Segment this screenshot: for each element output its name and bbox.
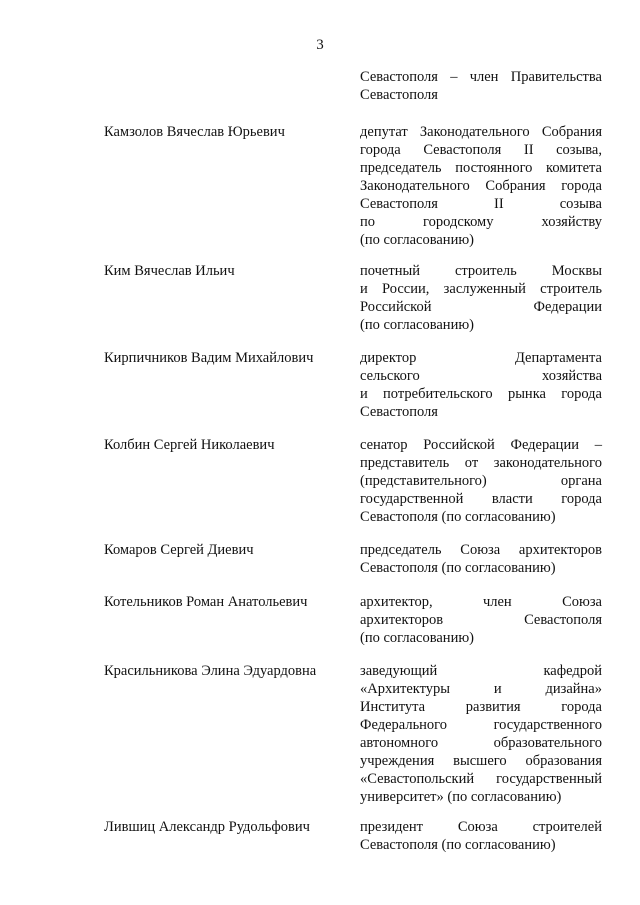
role-line: государственной власти города bbox=[360, 491, 602, 507]
member-name: Лившиц Александр Рудольфович bbox=[104, 819, 310, 835]
role-line: сенатор Российской Федерации – bbox=[360, 437, 602, 453]
role-line: (по согласованию) bbox=[360, 317, 474, 333]
role-line: председатель постоянного комитета bbox=[360, 160, 602, 176]
role-line: и России, заслуженный строитель bbox=[360, 281, 602, 297]
role-line: Института развития города bbox=[360, 699, 602, 715]
role-line: и потребительского рынка города bbox=[360, 386, 602, 402]
role-line: университет» (по согласованию) bbox=[360, 789, 562, 805]
role-line: Севастополя II созыва bbox=[360, 196, 602, 212]
role-line: Законодательного Собрания города bbox=[360, 178, 602, 194]
role-line: Севастополя bbox=[360, 87, 438, 103]
role-line: Севастополя bbox=[360, 404, 438, 420]
role-line: учреждения высшего образования bbox=[360, 753, 602, 769]
role-line: «Архитектуры и дизайна» bbox=[360, 681, 602, 697]
role-line: архитекторов Севастополя bbox=[360, 612, 602, 628]
member-name: Котельников Роман Анатольевич bbox=[104, 594, 308, 610]
role-line: архитектор, член Союза bbox=[360, 594, 602, 610]
role-line: заведующий кафедрой bbox=[360, 663, 602, 679]
member-name: Красильникова Элина Эдуардовна bbox=[104, 663, 317, 679]
role-line: Российской Федерации bbox=[360, 299, 602, 315]
role-line: «Севастопольский государственный bbox=[360, 771, 602, 787]
role-line: почетный строитель Москвы bbox=[360, 263, 602, 279]
role-line: Севастополя (по согласованию) bbox=[360, 560, 556, 576]
role-line: директор Департамента bbox=[360, 350, 602, 366]
role-line: Федерального государственного bbox=[360, 717, 602, 733]
role-line: депутат Законодательного Собрания bbox=[360, 124, 602, 140]
page-number: 3 bbox=[316, 37, 324, 53]
member-name: Кирпичников Вадим Михайлович bbox=[104, 350, 314, 366]
role-line: президент Союза строителей bbox=[360, 819, 602, 835]
member-name: Ким Вячеслав Ильич bbox=[104, 263, 235, 279]
role-line: сельского хозяйства bbox=[360, 368, 602, 384]
role-line: Севастополя (по согласованию) bbox=[360, 837, 556, 853]
role-line: (представительного) органа bbox=[360, 473, 602, 489]
member-name: Колбин Сергей Николаевич bbox=[104, 437, 275, 453]
member-name: Комаров Сергей Диевич bbox=[104, 542, 254, 558]
role-line: (по согласованию) bbox=[360, 232, 474, 248]
role-line: председатель Союза архитекторов bbox=[360, 542, 602, 558]
role-line: (по согласованию) bbox=[360, 630, 474, 646]
role-line: представитель от законодательного bbox=[360, 455, 602, 471]
role-line: автономного образовательного bbox=[360, 735, 602, 751]
role-line: Севастополя (по согласованию) bbox=[360, 509, 556, 525]
role-line: по городскому хозяйству bbox=[360, 214, 602, 230]
member-name: Камзолов Вячеслав Юрьевич bbox=[104, 124, 285, 140]
role-line: города Севастополя II созыва, bbox=[360, 142, 602, 158]
role-line: Севастополя – член Правительства bbox=[360, 69, 602, 85]
